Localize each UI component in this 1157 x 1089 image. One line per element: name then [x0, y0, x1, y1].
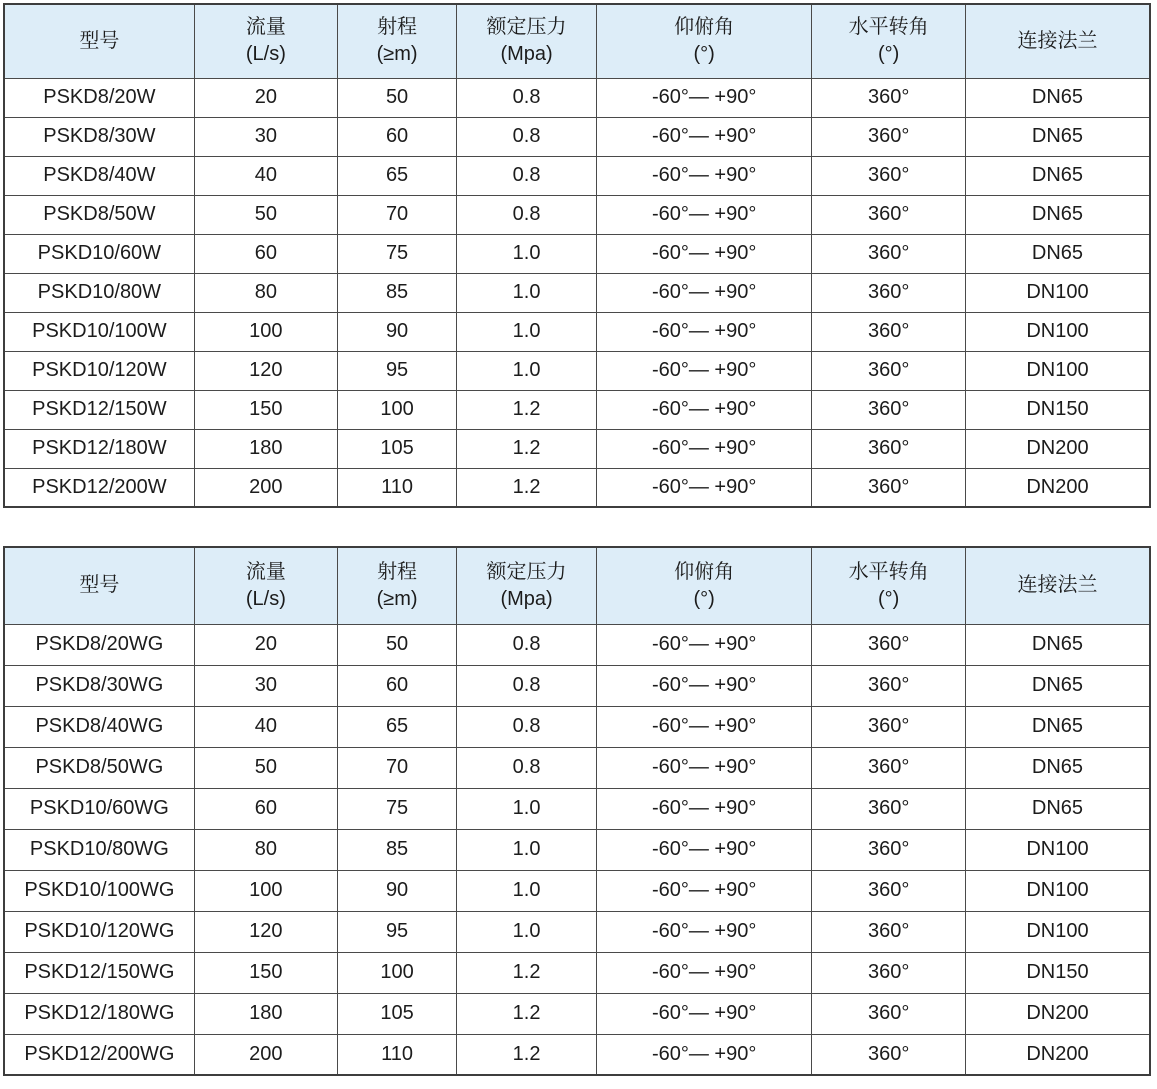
cell-model: PSKD10/120W — [4, 351, 194, 390]
cell-horizontal-angle: 360° — [812, 351, 966, 390]
cell-model: PSKD8/40WG — [4, 706, 194, 747]
cell-flange: DN100 — [965, 273, 1150, 312]
cell-model: PSKD8/20W — [4, 78, 194, 117]
cell-elevation-angle: -60°— +90° — [596, 665, 811, 706]
cell-horizontal-angle: 360° — [812, 952, 966, 993]
cell-range: 65 — [337, 706, 456, 747]
cell-model: PSKD8/50W — [4, 195, 194, 234]
cell-model: PSKD8/30W — [4, 117, 194, 156]
header-label-flow: 流量 — [245, 560, 286, 583]
header-cell-model — [4, 547, 194, 624]
header-label-elevation-angle: 仰俯角 — [674, 16, 735, 39]
cell-model: PSKD8/50WG — [4, 747, 194, 788]
cell-range: 110 — [337, 468, 456, 507]
cell-horizontal-angle: 360° — [812, 273, 966, 312]
cell-pressure: 1.2 — [457, 468, 597, 507]
cell-elevation-angle: -60°— +90° — [596, 829, 811, 870]
cell-flow: 180 — [194, 993, 337, 1034]
cell-range: 70 — [337, 195, 456, 234]
cell-horizontal-angle: 360° — [812, 788, 966, 829]
cell-flange: DN65 — [965, 706, 1150, 747]
cell-range: 110 — [337, 1034, 456, 1075]
cell-horizontal-angle: 360° — [812, 665, 966, 706]
cell-model: PSKD10/120WG — [4, 911, 194, 952]
cell-flow: 50 — [194, 195, 337, 234]
cell-range: 75 — [337, 234, 456, 273]
cell-range: 95 — [337, 351, 456, 390]
header-cell-flow — [194, 4, 337, 78]
cell-flange: DN100 — [965, 312, 1150, 351]
table-row — [4, 468, 1150, 507]
cell-flow: 120 — [194, 911, 337, 952]
cell-model: PSKD12/150W — [4, 390, 194, 429]
cell-pressure: 1.2 — [457, 1034, 597, 1075]
cell-horizontal-angle: 360° — [812, 468, 966, 507]
cell-flange: DN65 — [965, 78, 1150, 117]
cell-pressure: 1.0 — [457, 788, 597, 829]
cell-flow: 150 — [194, 390, 337, 429]
cell-horizontal-angle: 360° — [812, 117, 966, 156]
header-cell-flow — [194, 547, 337, 624]
table-row — [4, 665, 1150, 706]
cell-horizontal-angle: 360° — [812, 911, 966, 952]
cell-pressure: 1.2 — [457, 390, 597, 429]
cell-flow: 80 — [194, 273, 337, 312]
cell-model: PSKD10/60WG — [4, 788, 194, 829]
cell-flange: DN200 — [965, 468, 1150, 507]
header-cell-range — [337, 4, 456, 78]
table-row — [4, 993, 1150, 1034]
header-label-range: 射程 — [377, 16, 418, 39]
cell-model: PSKD10/100W — [4, 312, 194, 351]
cell-model: PSKD12/200WG — [4, 1034, 194, 1075]
header-label-model: 型号 — [79, 29, 120, 52]
cell-flange: DN65 — [965, 234, 1150, 273]
header-label-flange: 连接法兰 — [1017, 574, 1098, 597]
header-unit-pressure: (Mpa) — [500, 587, 553, 610]
table-gap — [3, 508, 1157, 546]
table-row — [4, 351, 1150, 390]
cell-pressure: 1.0 — [457, 273, 597, 312]
cell-elevation-angle: -60°— +90° — [596, 952, 811, 993]
header-label-pressure: 额定压力 — [486, 16, 567, 39]
cell-elevation-angle: -60°— +90° — [596, 993, 811, 1034]
cell-flange: DN65 — [965, 665, 1150, 706]
cell-elevation-angle: -60°— +90° — [596, 390, 811, 429]
cell-pressure: 1.0 — [457, 829, 597, 870]
cell-flow: 200 — [194, 468, 337, 507]
header-unit-horizontal-angle: (°) — [878, 43, 900, 66]
cell-range: 65 — [337, 156, 456, 195]
cell-pressure: 0.8 — [457, 156, 597, 195]
cell-range: 75 — [337, 788, 456, 829]
cell-flow: 30 — [194, 117, 337, 156]
cell-pressure: 1.2 — [457, 993, 597, 1034]
header-cell-elevation-angle — [596, 4, 811, 78]
header-cell-model — [4, 4, 194, 78]
cell-elevation-angle: -60°— +90° — [596, 706, 811, 747]
cell-range: 100 — [337, 952, 456, 993]
header-unit-elevation-angle: (°) — [693, 587, 715, 610]
cell-elevation-angle: -60°— +90° — [596, 911, 811, 952]
header-unit-pressure: (Mpa) — [500, 43, 553, 66]
table-row — [4, 195, 1150, 234]
cell-horizontal-angle: 360° — [812, 312, 966, 351]
cell-horizontal-angle: 360° — [812, 234, 966, 273]
header-label-pressure: 额定压力 — [486, 560, 567, 583]
cell-flange: DN150 — [965, 390, 1150, 429]
cell-horizontal-angle: 360° — [812, 993, 966, 1034]
header-label-horizontal-angle: 水平转角 — [848, 16, 929, 39]
cell-flange: DN100 — [965, 911, 1150, 952]
table-row — [4, 788, 1150, 829]
table-row — [4, 429, 1150, 468]
header-row — [4, 547, 1150, 624]
cell-range: 85 — [337, 829, 456, 870]
cell-horizontal-angle: 360° — [812, 747, 966, 788]
cell-pressure: 1.0 — [457, 312, 597, 351]
cell-range: 60 — [337, 665, 456, 706]
table-row — [4, 312, 1150, 351]
header-cell-elevation-angle — [596, 547, 811, 624]
table-row — [4, 390, 1150, 429]
header-row — [4, 4, 1150, 78]
header-label-flange: 连接法兰 — [1017, 29, 1098, 52]
table-row — [4, 273, 1150, 312]
table-row — [4, 706, 1150, 747]
cell-flow: 60 — [194, 234, 337, 273]
cell-flange: DN200 — [965, 1034, 1150, 1075]
cell-model: PSKD12/150WG — [4, 952, 194, 993]
cell-flange: DN65 — [965, 788, 1150, 829]
header-unit-flow: (L/s) — [245, 43, 286, 66]
cell-flow: 180 — [194, 429, 337, 468]
cell-elevation-angle: -60°— +90° — [596, 273, 811, 312]
cell-elevation-angle: -60°— +90° — [596, 870, 811, 911]
table-row — [4, 747, 1150, 788]
header-label-flow: 流量 — [245, 16, 286, 39]
header-unit-flow: (L/s) — [245, 587, 286, 610]
cell-flange: DN65 — [965, 747, 1150, 788]
cell-pressure: 1.0 — [457, 911, 597, 952]
cell-elevation-angle: -60°— +90° — [596, 312, 811, 351]
cell-pressure: 0.8 — [457, 665, 597, 706]
cell-flow: 80 — [194, 829, 337, 870]
cell-elevation-angle: -60°— +90° — [596, 156, 811, 195]
cell-range: 60 — [337, 117, 456, 156]
cell-elevation-angle: -60°— +90° — [596, 234, 811, 273]
cell-model: PSKD12/180W — [4, 429, 194, 468]
cell-model: PSKD8/40W — [4, 156, 194, 195]
cell-pressure: 1.2 — [457, 952, 597, 993]
cell-model: PSKD10/60W — [4, 234, 194, 273]
cell-flange: DN65 — [965, 117, 1150, 156]
cell-flange: DN100 — [965, 829, 1150, 870]
header-cell-pressure — [457, 547, 597, 624]
table-row — [4, 624, 1150, 665]
cell-horizontal-angle: 360° — [812, 870, 966, 911]
header-cell-range — [337, 547, 456, 624]
header-unit-horizontal-angle: (°) — [878, 587, 900, 610]
spec-table-wg-series — [3, 546, 1151, 1076]
cell-range: 85 — [337, 273, 456, 312]
cell-elevation-angle: -60°— +90° — [596, 1034, 811, 1075]
cell-flange: DN150 — [965, 952, 1150, 993]
cell-elevation-angle: -60°— +90° — [596, 351, 811, 390]
cell-pressure: 0.8 — [457, 195, 597, 234]
header-label-elevation-angle: 仰俯角 — [674, 560, 735, 583]
cell-horizontal-angle: 360° — [812, 429, 966, 468]
cell-model: PSKD12/200W — [4, 468, 194, 507]
table-row — [4, 952, 1150, 993]
cell-flow: 150 — [194, 952, 337, 993]
cell-elevation-angle: -60°— +90° — [596, 624, 811, 665]
cell-horizontal-angle: 360° — [812, 195, 966, 234]
cell-model: PSKD12/180WG — [4, 993, 194, 1034]
cell-horizontal-angle: 360° — [812, 156, 966, 195]
header-unit-elevation-angle: (°) — [693, 43, 715, 66]
cell-horizontal-angle: 360° — [812, 829, 966, 870]
cell-elevation-angle: -60°— +90° — [596, 788, 811, 829]
table-row — [4, 234, 1150, 273]
cell-flow: 60 — [194, 788, 337, 829]
cell-flange: DN100 — [965, 351, 1150, 390]
header-label-model: 型号 — [79, 574, 120, 597]
cell-flow: 100 — [194, 312, 337, 351]
cell-pressure: 1.2 — [457, 429, 597, 468]
cell-horizontal-angle: 360° — [812, 706, 966, 747]
header-cell-flange — [965, 547, 1150, 624]
cell-pressure: 1.0 — [457, 351, 597, 390]
table-row — [4, 911, 1150, 952]
spec-table-w-series — [3, 3, 1151, 508]
table-row — [4, 78, 1150, 117]
table-row — [4, 870, 1150, 911]
table-row — [4, 156, 1150, 195]
cell-horizontal-angle: 360° — [812, 624, 966, 665]
cell-flange: DN65 — [965, 195, 1150, 234]
cell-range: 105 — [337, 993, 456, 1034]
cell-flange: DN200 — [965, 993, 1150, 1034]
table-row — [4, 117, 1150, 156]
cell-range: 50 — [337, 78, 456, 117]
cell-pressure: 0.8 — [457, 78, 597, 117]
header-cell-horizontal-angle — [812, 547, 966, 624]
cell-range: 90 — [337, 870, 456, 911]
cell-elevation-angle: -60°— +90° — [596, 468, 811, 507]
cell-pressure: 0.8 — [457, 747, 597, 788]
cell-pressure: 0.8 — [457, 624, 597, 665]
table-row — [4, 829, 1150, 870]
cell-elevation-angle: -60°— +90° — [596, 78, 811, 117]
header-cell-horizontal-angle — [812, 4, 966, 78]
header-cell-pressure — [457, 4, 597, 78]
cell-flange: DN200 — [965, 429, 1150, 468]
cell-flow: 120 — [194, 351, 337, 390]
header-cell-flange — [965, 4, 1150, 78]
cell-elevation-angle: -60°— +90° — [596, 747, 811, 788]
cell-pressure: 0.8 — [457, 706, 597, 747]
cell-flow: 100 — [194, 870, 337, 911]
cell-flow: 40 — [194, 706, 337, 747]
cell-flange: DN65 — [965, 624, 1150, 665]
cell-horizontal-angle: 360° — [812, 390, 966, 429]
cell-pressure: 0.8 — [457, 117, 597, 156]
cell-model: PSKD8/20WG — [4, 624, 194, 665]
cell-flow: 30 — [194, 665, 337, 706]
cell-range: 95 — [337, 911, 456, 952]
cell-range: 50 — [337, 624, 456, 665]
cell-pressure: 1.0 — [457, 234, 597, 273]
header-unit-range: (≥m) — [376, 43, 418, 66]
cell-range: 105 — [337, 429, 456, 468]
cell-range: 70 — [337, 747, 456, 788]
cell-horizontal-angle: 360° — [812, 78, 966, 117]
cell-flow: 20 — [194, 78, 337, 117]
cell-flow: 200 — [194, 1034, 337, 1075]
cell-model: PSKD10/80WG — [4, 829, 194, 870]
cell-range: 100 — [337, 390, 456, 429]
cell-range: 90 — [337, 312, 456, 351]
cell-flange: DN65 — [965, 156, 1150, 195]
header-unit-range: (≥m) — [376, 587, 418, 610]
table-row — [4, 1034, 1150, 1075]
cell-model: PSKD8/30WG — [4, 665, 194, 706]
cell-elevation-angle: -60°— +90° — [596, 195, 811, 234]
cell-flange: DN100 — [965, 870, 1150, 911]
cell-flow: 50 — [194, 747, 337, 788]
header-label-horizontal-angle: 水平转角 — [848, 560, 929, 583]
cell-model: PSKD10/100WG — [4, 870, 194, 911]
cell-model: PSKD10/80W — [4, 273, 194, 312]
cell-flow: 40 — [194, 156, 337, 195]
cell-flow: 20 — [194, 624, 337, 665]
cell-elevation-angle: -60°— +90° — [596, 429, 811, 468]
header-label-range: 射程 — [377, 560, 418, 583]
cell-elevation-angle: -60°— +90° — [596, 117, 811, 156]
cell-pressure: 1.0 — [457, 870, 597, 911]
cell-horizontal-angle: 360° — [812, 1034, 966, 1075]
